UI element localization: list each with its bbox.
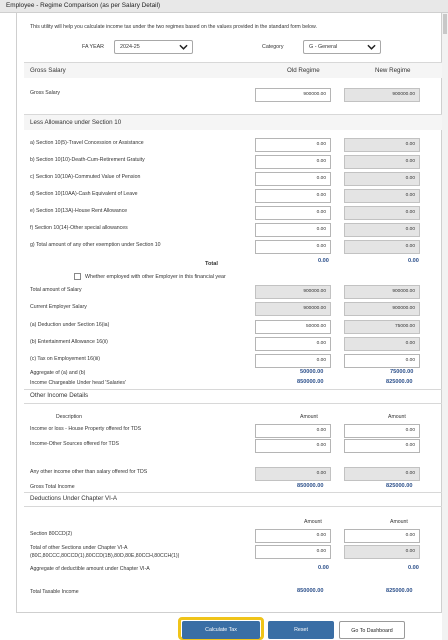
- allowance-row-label: f) Section 10(14)-Other special allowances: [30, 225, 128, 231]
- other-income-new-value: 0.00: [344, 467, 420, 481]
- taxable-income-old: 850000.00: [297, 588, 324, 594]
- gross-salary-new-value: 900000.00: [344, 88, 420, 102]
- allowance-new-value: 0.00: [344, 172, 420, 186]
- aggregate-old: 50000.00: [300, 369, 324, 375]
- salary-new-value: 75000.00: [344, 320, 420, 334]
- allowance-old-input[interactable]: 0.00: [255, 172, 331, 186]
- allowance-old-input[interactable]: 0.00: [255, 138, 331, 152]
- allowance-row-label: e) Section 10(13A)-House Rent Allowance: [30, 208, 128, 214]
- other-income-row-label: Any other income other than salary offered for TDS: [30, 469, 148, 475]
- allowance-row-label: g) Total amount of any other exemption under Section 10: [30, 242, 161, 248]
- allowance-total-new: 0.00: [408, 258, 419, 264]
- salary-row-label: (b) Entertainment Allowance 16(ii): [30, 339, 108, 345]
- section-80ccd2-old-input[interactable]: 0.00: [255, 529, 331, 543]
- allowance-new-value: 0.00: [344, 138, 420, 152]
- fa-year-select[interactable]: [114, 40, 193, 54]
- taxable-income-label: Total Taxable Income: [30, 589, 79, 595]
- amount-header-new: Amount: [388, 414, 406, 420]
- reset-button[interactable]: Reset: [268, 621, 334, 639]
- other-income-old-value: 0.00: [255, 467, 331, 481]
- divider: [24, 389, 442, 390]
- gross-salary-label: Gross Salary: [30, 90, 60, 96]
- allowance-old-input[interactable]: 0.00: [255, 240, 331, 254]
- fa-year-value: 2024-25: [120, 44, 140, 50]
- other-sections-new-value: 0.00: [344, 545, 420, 559]
- new-regime-header: New Regime: [375, 67, 411, 74]
- salary-old-value: 900000.00: [255, 302, 331, 316]
- deduction-amount-header-new: Amount: [390, 519, 408, 525]
- salary-new-value: 0.00: [344, 337, 420, 351]
- allowance-new-value: 0.00: [344, 189, 420, 203]
- divider: [24, 492, 442, 493]
- deduction-amount-header-old: Amount: [304, 519, 322, 525]
- allowance-row-label: b) Section 10(10)-Death-Cum-Retirement Gratuity: [30, 157, 145, 163]
- scrollbar[interactable]: [442, 13, 448, 640]
- deductions-title: Deductions Under Chapter VI-A: [30, 495, 118, 502]
- salary-old-input[interactable]: 0.00: [255, 354, 331, 368]
- allowance-total-label: Total: [205, 261, 218, 267]
- other-income-old-input[interactable]: 0.00: [255, 439, 331, 453]
- description-header: Description: [56, 414, 82, 420]
- chargeable-new: 825000.00: [386, 379, 413, 385]
- divider: [24, 506, 442, 507]
- taxable-income-new: 825000.00: [386, 588, 413, 594]
- other-sections-sublabel: (80C,80CCC,80CCD(1),80CCD(1B),80D,80E,80CCH,80CCH(1)): [30, 553, 180, 559]
- salary-row-label: (a) Deduction under Section 16(ia): [30, 322, 110, 328]
- allowance-row-label: d) Section 10(10AA)-Cash Equivalent of Leave: [30, 191, 138, 197]
- allowance-new-value: 0.00: [344, 223, 420, 237]
- other-income-row-label: Income or loss - House Property offered for TDS: [30, 426, 142, 432]
- other-income-new-input[interactable]: 0.00: [344, 424, 420, 438]
- divider: [24, 403, 442, 404]
- allowance-old-input[interactable]: 0.00: [255, 155, 331, 169]
- chargeable-label: Income Chargeable Under head 'Salaries': [30, 380, 126, 386]
- gross-salary-old-input[interactable]: 900000.00: [255, 88, 331, 102]
- category-select[interactable]: [303, 40, 381, 54]
- scrollbar-thumb[interactable]: [443, 14, 447, 34]
- allowance-title: Less Allowance under Section 10: [30, 119, 122, 126]
- other-sections-label: Total of other Sections under Chapter VI-A: [30, 545, 128, 551]
- other-income-old-input[interactable]: 0.00: [255, 424, 331, 438]
- allowance-new-value: 0.00: [344, 206, 420, 220]
- deduction-aggregate-new: 0.00: [408, 565, 419, 571]
- allowance-old-input[interactable]: 0.00: [255, 206, 331, 220]
- calculate-tax-button[interactable]: Calculate Tax: [182, 621, 260, 639]
- other-income-title: Other Income Details: [30, 392, 89, 399]
- salary-row-label: Total amount of Salary: [30, 287, 82, 293]
- chevron-down-icon: [179, 43, 188, 51]
- gross-salary-title: Gross Salary: [30, 67, 66, 74]
- other-income-row-label: Income-Other Sources offered for TDS: [30, 441, 119, 447]
- allowance-row-label: a) Section 10(5)-Travel Concession or Assistance: [30, 140, 144, 146]
- allowance-total-old: 0.00: [318, 258, 329, 264]
- salary-old-value: 900000.00: [255, 285, 331, 299]
- chargeable-old: 850000.00: [297, 379, 324, 385]
- category-value: G - General: [309, 44, 338, 50]
- allowance-old-input[interactable]: 0.00: [255, 223, 331, 237]
- salary-row-label: Current Employer Salary: [30, 304, 87, 310]
- salary-new-input[interactable]: 0.00: [344, 354, 420, 368]
- gross-total-old: 850000.00: [297, 483, 324, 489]
- allowance-new-value: 0.00: [344, 240, 420, 254]
- salary-old-input[interactable]: 50000.00: [255, 320, 331, 334]
- window-title-bar: [0, 0, 448, 13]
- other-employer-checkbox[interactable]: [74, 273, 81, 280]
- gross-total-new: 825000.00: [386, 483, 413, 489]
- go-to-dashboard-button[interactable]: Go To Dashboard: [339, 621, 405, 639]
- deduction-aggregate-label: Aggregate of deductible amount under Chapter VI-A: [30, 566, 150, 572]
- fa-year-label: FA YEAR: [82, 44, 104, 50]
- section-80ccd2-label: Section 80CCD(2): [30, 531, 73, 537]
- aggregate-label: Aggregate of (a) and (b): [30, 370, 86, 376]
- allowance-row-label: c) Section 10(10A)-Commuted Value of Pension: [30, 174, 141, 180]
- intro-text: This utility will help you calculate income tax under the two regimes based on the values provided in the standard form below.: [30, 24, 317, 30]
- salary-new-value: 900000.00: [344, 302, 420, 316]
- salary-old-input[interactable]: 0.00: [255, 337, 331, 351]
- window-title: Employee - Regime Comparison (as per Salary Detail): [6, 2, 161, 9]
- other-income-new-input[interactable]: 0.00: [344, 439, 420, 453]
- other-employer-label: Whether employed with other Employer in this financial year: [85, 274, 226, 280]
- aggregate-new: 75000.00: [390, 369, 414, 375]
- allowance-new-value: 0.00: [344, 155, 420, 169]
- deduction-aggregate-old: 0.00: [318, 565, 329, 571]
- category-label: Category: [262, 44, 284, 50]
- old-regime-header: Old Regime: [287, 67, 320, 74]
- amount-header-old: Amount: [300, 414, 318, 420]
- salary-row-label: (c) Tax on Employement 16(iii): [30, 356, 100, 362]
- salary-new-value: 900000.00: [344, 285, 420, 299]
- allowance-old-input[interactable]: 0.00: [255, 189, 331, 203]
- section-80ccd2-new-input[interactable]: 0.00: [344, 529, 420, 543]
- chevron-down-icon: [367, 43, 376, 51]
- other-sections-old-input[interactable]: 0.00: [255, 545, 331, 559]
- gross-total-label: Gross Total Income: [30, 484, 75, 490]
